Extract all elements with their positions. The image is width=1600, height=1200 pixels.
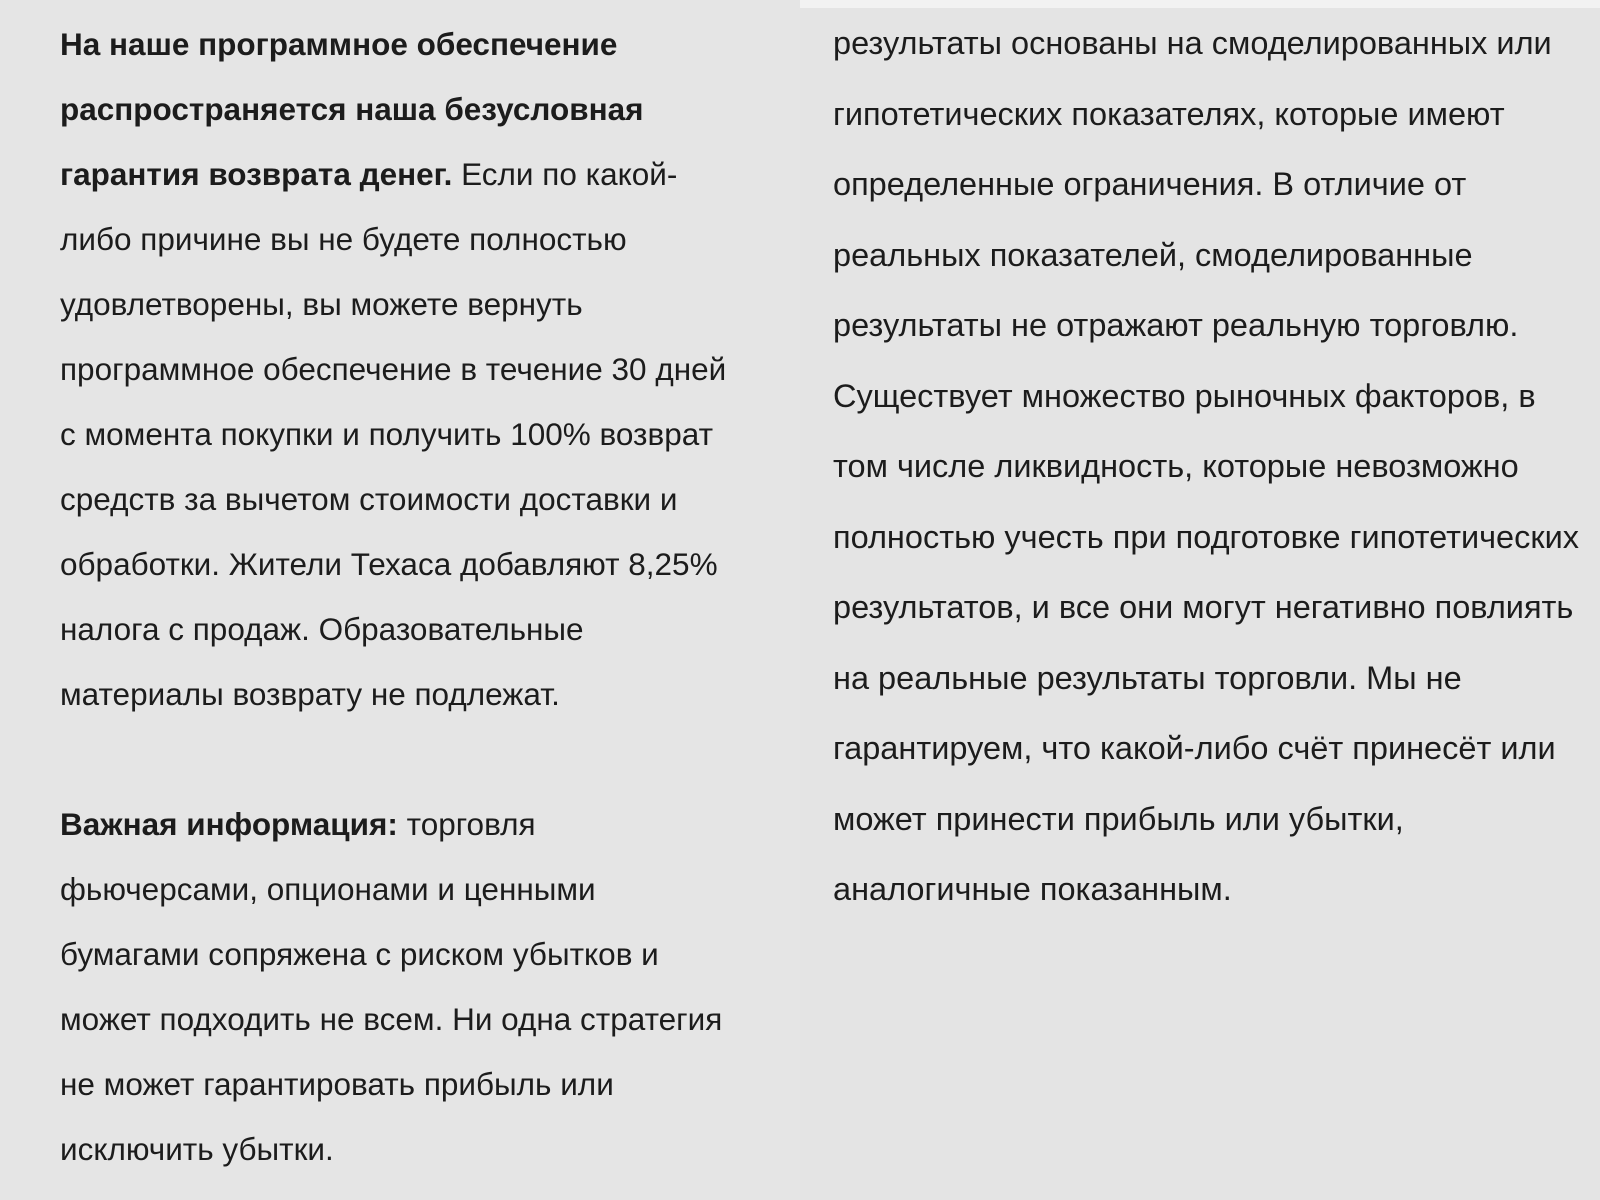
refund-guarantee-heading: На наше программное обеспечение распространяется наша безусловная гарантия возврата денег. [60,26,644,192]
refund-guarantee-paragraph [60,12,740,727]
important-info-paragraph [60,792,740,1182]
important-info-heading: Важная информация: [60,806,398,842]
top-divider-strip [800,0,1600,8]
right-column [800,0,1600,1200]
simulated-results-paragraph: результаты основаны на смоделированных или гипотетических показателях, которые имеют определенные ограничения. В отличие от реальных показателей, смоделированные результаты не отражают реальную торговлю. Существует множество рыночных факторов, в том числе ликвидность, которые невозможно полностью учесть при подготовке гипотетических результатов, и все они могут негативно повлиять на реальные результаты торговли. Мы не гарантируем, что какой-либо счёт принесёт или может принести прибыль или убытки, аналогичные показанным. [833,25,1580,907]
important-info-text: торговля фьючерсами, опционами и ценными бумагами сопряжена с риском убытков и может подходить не всем. Ни одна стратегия не может гарантировать прибыль или исключить убытки. [60,806,723,1167]
refund-guarantee-text: Если по какой-либо причине вы не будете полностью удовлетворены, вы можете вернуть программное обеспечение в течение 30 дней с момента покупки и получить 100% возврат средств за вычетом стоимости доставки и обработки. Жители Техаса добавляют 8,25% налога с продаж. Образовательные материалы возврату не подлежат. [60,156,727,712]
